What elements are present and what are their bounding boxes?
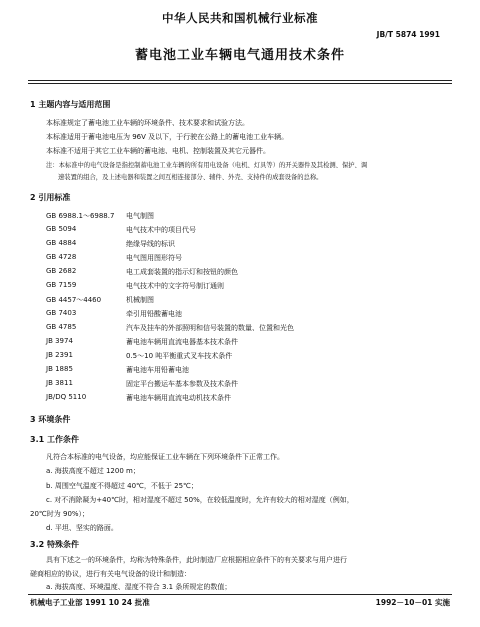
section-3-heading: 3 环境条件 — [30, 415, 71, 424]
ref-title: 蓄电池车辆用直流电器基本技术条件 — [126, 338, 238, 346]
ref-code: JB 3974 — [46, 337, 73, 345]
ref-title: 电工成套装置的指示灯和按钮的颜色 — [126, 268, 238, 276]
ref-title: 绝缘导线的标识 — [126, 240, 175, 248]
condition-c-line-1: c. 对不消除凝为+40℃时，相对湿度不超过 50%，在较低温度时，允许有较大的相对湿度（例如， — [46, 496, 354, 504]
approval-date: 机械电子工业部 1991 10 24 批准 — [30, 598, 150, 607]
section-2-heading: 2 引用标准 — [30, 193, 71, 202]
section-1-note-line-2: 速装置的组合，及上述电器和装置之间互相连接部分、辅件、外壳、支持件的成套设备的总称。 — [58, 174, 323, 181]
ref-title: 蓄电池车辆用直流电动机技术条件 — [126, 394, 231, 402]
standard-code: JB/T 5874 1991 — [376, 30, 440, 39]
document-title: 蓄电池工业车辆电气通用技术条件 — [134, 48, 345, 63]
standard-org-heading: 中华人民共和国机械行业标准 — [162, 11, 318, 25]
section-3-1-intro: 凡符合本标准的电气设备，均应能保证工业车辆在下列环境条件下正常工作。 — [46, 453, 284, 461]
section-1-para-3: 本标准不适用于其它工业车辆的蓄电池、电机、控制装置及其它元器件。 — [46, 147, 270, 155]
ref-code: GB 7159 — [46, 281, 77, 289]
ref-title: 牵引用铅酸蓄电池 — [126, 310, 182, 318]
ref-code: GB 6988.1～6988.7 — [46, 212, 115, 220]
section-1-note-line-1: 注：本标准中的电气设备是指控制蓄电池工业车辆的所有用电设备（电机、灯具等）的开关器件及其检测、保护、调 — [46, 162, 368, 169]
ref-title: 电气技术中的项目代号 — [126, 226, 196, 234]
ref-code: JB 1885 — [46, 365, 73, 373]
ref-code: JB 3811 — [46, 379, 73, 387]
ref-title: 电气图用图形符号 — [126, 254, 182, 262]
section-3-2-para-2: 磋商相应的协议，进行有关电气设备的设计和制造： — [30, 570, 191, 578]
ref-title: 机械制图 — [126, 296, 154, 304]
ref-code: JB/DQ 5110 — [46, 393, 87, 401]
section-3-2-item-a: a. 海拔高度、环境温度、湿度不符合 3.1 条所规定的数值； — [46, 583, 232, 591]
ref-code: GB 4884 — [46, 239, 77, 247]
footer-rule — [28, 594, 452, 595]
section-1-para-1: 本标准规定了蓄电池工业车辆的环境条件、技术要求和试验方法。 — [46, 119, 249, 127]
condition-a: a. 海拔高度不超过 1200 m； — [46, 467, 140, 475]
section-1-heading: 1 主题内容与适用范围 — [30, 100, 111, 109]
header-rule — [28, 80, 452, 81]
ref-title: 固定平台搬运车基本参数及技术条件 — [126, 380, 238, 388]
ref-title: 电气制图 — [126, 212, 154, 220]
condition-c-line-2: 20℃时为 90%）； — [30, 510, 90, 518]
ref-title: 0.5～10 吨平衡重式叉车技术条件 — [126, 352, 233, 360]
header-rule-thin — [28, 83, 452, 84]
section-3-2-heading: 3.2 特殊条件 — [30, 540, 79, 549]
ref-code: GB 7403 — [46, 309, 77, 317]
implementation-date: 1992－10－01 实施 — [375, 598, 450, 607]
section-3-1-heading: 3.1 工作条件 — [30, 435, 79, 444]
condition-b: b. 周围空气温度不得超过 40℃，不低于 25℃； — [46, 482, 198, 490]
ref-code: GB 4457～4460 — [46, 296, 102, 304]
ref-code: GB 5094 — [46, 225, 77, 233]
ref-title: 蓄电池车用铅蓄电池 — [126, 366, 189, 374]
section-3-2-para-1: 具有下述之一的环境条件，均称为特殊条件，此时制造厂应根据相应条件下的有关要求与用户进行 — [46, 556, 347, 564]
section-1-para-2: 本标准适用于蓄电池电压为 96V 及以下，于行驶在公路上的蓄电池工业车辆。 — [46, 133, 289, 141]
ref-code: GB 2682 — [46, 267, 77, 275]
ref-code: JB 2391 — [46, 351, 73, 359]
ref-code: GB 4728 — [46, 253, 77, 261]
ref-title: 汽车及挂车的外部照明和信号装置的数量、位置和光色 — [126, 324, 294, 332]
ref-title: 电气技术中的文字符号制订通则 — [126, 282, 224, 290]
condition-d: d. 平坦、坚实的路面。 — [46, 524, 118, 532]
ref-code: GB 4785 — [46, 323, 77, 331]
